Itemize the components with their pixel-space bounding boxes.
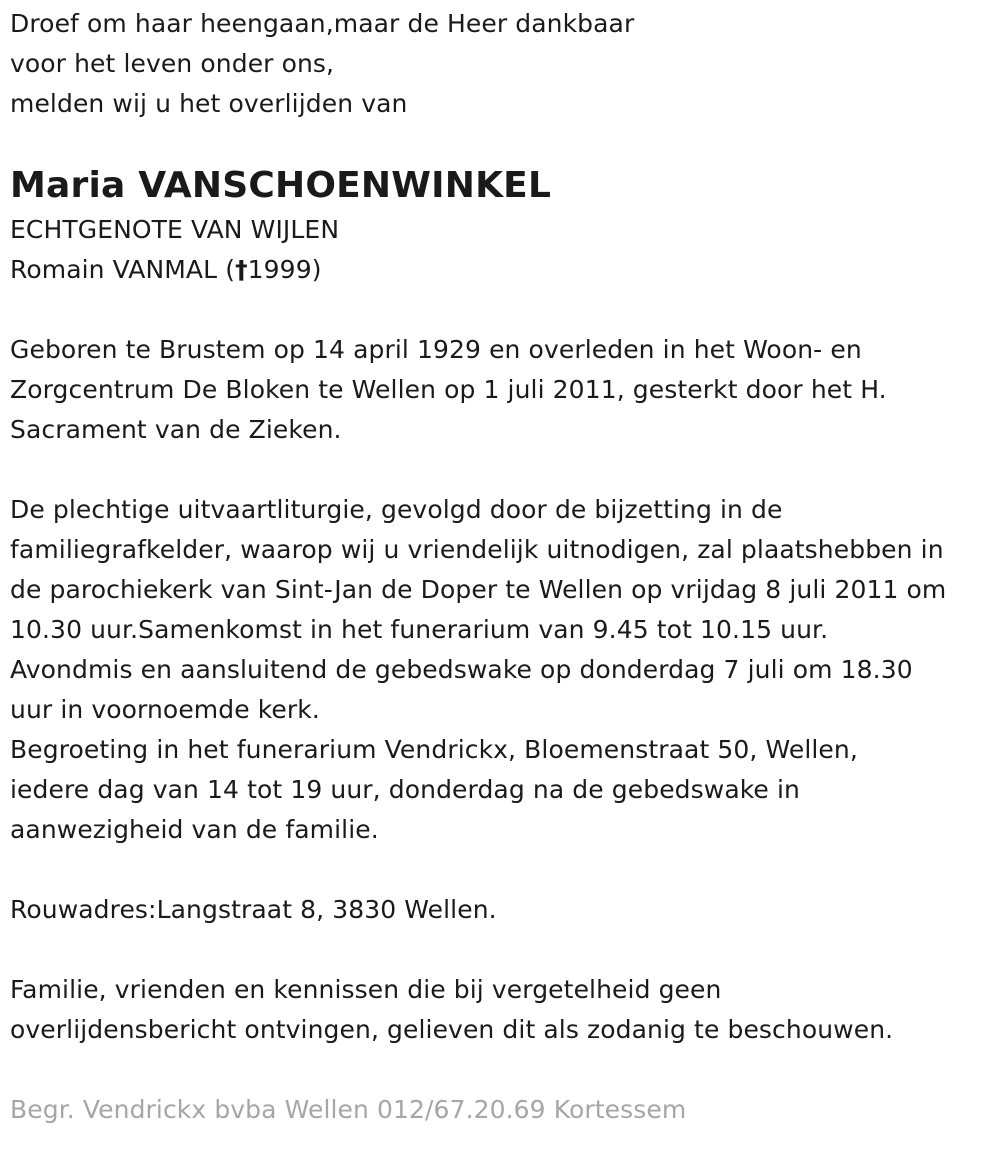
intro-section xyxy=(10,4,990,124)
footer-section xyxy=(10,1090,990,1130)
address-section xyxy=(10,890,990,930)
spacer xyxy=(10,930,990,970)
funeral-line-7: Begroeting in het funerarium Vendrickx, Bloemenstraat 50, Wellen, xyxy=(10,735,858,764)
notice-line-2: overlijdensbericht ontvingen, gelieven dit als zodanig te beschouwen. xyxy=(10,1015,894,1044)
funeral-line-8: iedere dag van 14 tot 19 uur, donderdag na de gebedswake in xyxy=(10,775,800,804)
notice-section xyxy=(10,970,990,1050)
relation-line: ECHTGENOTE VAN WIJLEN xyxy=(10,215,340,244)
deceased-section xyxy=(10,162,990,290)
funeral-line-2: familiegrafkelder, waarop wij u vriendelijk uitnodigen, zal plaatshebben in xyxy=(10,535,944,564)
funeral-line-6: uur in voornoemde kerk. xyxy=(10,695,320,724)
intro-line-2: voor het leven onder ons, xyxy=(10,49,335,78)
funeral-line-3: de parochiekerk van Sint-Jan de Doper te Wellen op vrijdag 8 juli 2011 om xyxy=(10,575,947,604)
funeral-line-1: De plechtige uitvaartliturgie, gevolgd door de bijzetting in de xyxy=(10,495,783,524)
funeral-line-4: 10.30 uur.Samenkomst in het funerarium van 9.45 tot 10.15 uur. xyxy=(10,615,829,644)
spacer xyxy=(10,450,990,490)
funeral-section xyxy=(10,490,990,850)
spacer xyxy=(10,850,990,890)
mourning-address: Rouwadres:Langstraat 8, 3830 Wellen. xyxy=(10,895,497,924)
birth-death-line-3: Sacrament van de Zieken. xyxy=(10,415,342,444)
spouse-line xyxy=(10,250,990,290)
intro-line-3: melden wij u het overlijden van xyxy=(10,89,408,118)
spacer xyxy=(10,290,990,330)
notice-line-1: Familie, vrienden en kennissen die bij vergetelheid geen xyxy=(10,975,722,1004)
deceased-name: Maria VANSCHOENWINKEL xyxy=(10,165,552,206)
birth-death-section xyxy=(10,330,990,450)
undertaker-footer: Begr. Vendrickx bvba Wellen 012/67.20.69 Kortessem xyxy=(10,1095,687,1124)
funeral-line-9: aanwezigheid van de familie. xyxy=(10,815,379,844)
intro-line-1: Droef om haar heengaan,maar de Heer dankbaar xyxy=(10,9,635,38)
funeral-line-5: Avondmis en aansluitend de gebedswake op donderdag 7 juli om 18.30 xyxy=(10,655,913,684)
spouse-suffix: 1999) xyxy=(247,255,322,284)
spacer xyxy=(10,1050,990,1090)
spouse-prefix: Romain VANMAL ( xyxy=(10,255,236,284)
birth-death-line-1: Geboren te Brustem op 14 april 1929 en overleden in het Woon- en xyxy=(10,335,862,364)
cross-icon: † xyxy=(235,255,248,284)
spacer xyxy=(10,124,990,164)
birth-death-line-2: Zorgcentrum De Bloken te Wellen op 1 juli 2011, gesterkt door het H. xyxy=(10,375,887,404)
